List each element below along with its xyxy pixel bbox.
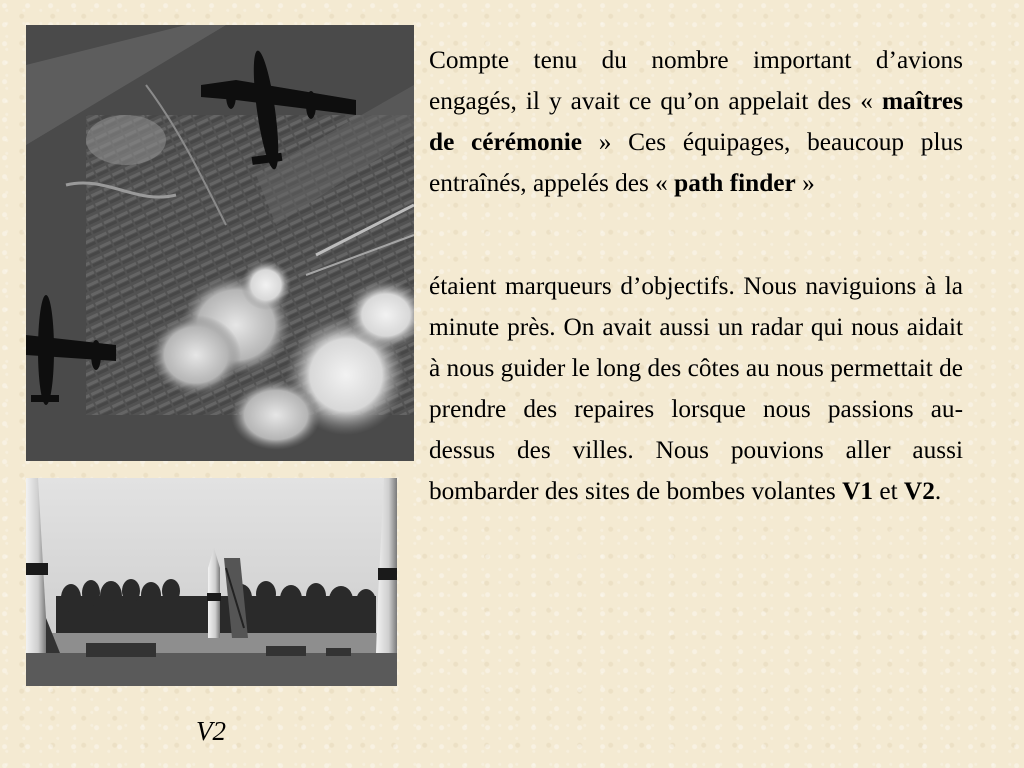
paragraph1-mid: » Ces équipages, beaucoup plus entraînés, appelés des «: [429, 128, 963, 197]
paragraph1-intro: Compte tenu du nombre important d’avions engagés, il y avait ce qu’on appelait des «: [429, 46, 963, 115]
paragraph-navigation: [429, 266, 963, 512]
v2-caption: V2: [196, 716, 226, 746]
paragraph1-end: »: [795, 169, 815, 197]
term-maitres-de-ceremonie: maîtres de cérémonie: [429, 87, 963, 156]
aerial-bombers-photo: [26, 25, 414, 461]
aerial-bombers-image: [26, 25, 414, 461]
v2-rocket-image: [26, 478, 397, 686]
paragraph-pathfinders: [429, 40, 963, 204]
paragraph2-and: et: [873, 477, 904, 505]
term-v2: V2: [903, 477, 935, 505]
paragraph2-period: .: [934, 477, 942, 505]
v2-rocket-launch-site-photo: [26, 478, 397, 686]
paragraph2-text: étaient marqueurs d’objectifs. Nous naviguions à la minute près. On avait aussi un radar qui nous aidait à nous guider le long des côtes au nous permettait de prendre des repaires lorsque nous passions au-dessus des villes. Nous pouvions aller aussi bombarder des sites de bombes volantes: [429, 272, 963, 505]
term-path-finder: path finder: [674, 169, 796, 197]
term-v1: V1: [842, 477, 874, 505]
